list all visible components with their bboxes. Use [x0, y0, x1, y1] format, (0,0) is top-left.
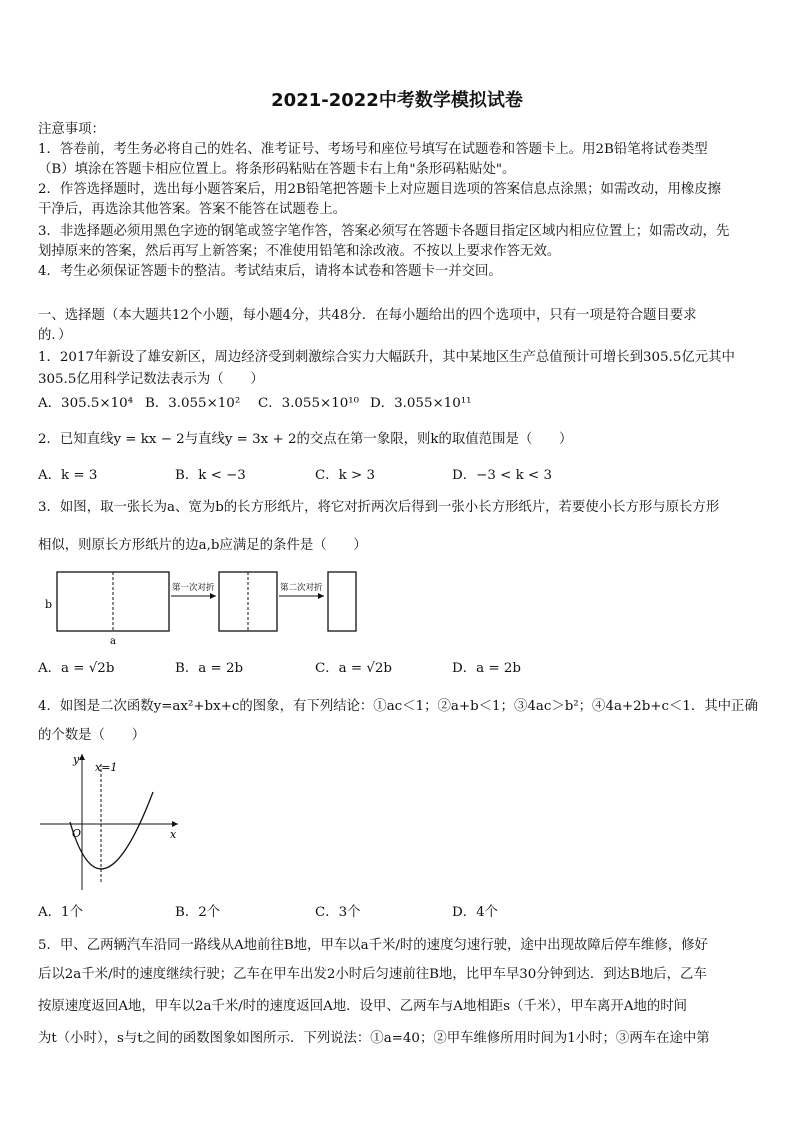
q3-option-b: B．a = 2b [175, 661, 244, 676]
q3-quarter-rect [328, 572, 356, 631]
q4-option-c: C．3个 [315, 905, 361, 920]
q1-stem: 1．2017年新设了雄安新区，周边经济受到刺激综合实力大幅跃升，其中某地区生产总值预计可增长到305.5亿元其中 [38, 350, 735, 365]
q3-stem-cont: 相似，则原长方形纸片的边a,b应满足的条件是（ ） [38, 538, 367, 553]
q1-option-d: D．3.055×10¹¹ [370, 396, 472, 411]
q3-fold2-label: 第二次对折 [280, 583, 323, 593]
q4-stem: 4．如图是二次函数y=ax²+bx+c的图象，有下列结论：①ac＜1；②a+b＜1；③4ac＞b²；④4a+2b+c＜1．其中正确 [38, 699, 758, 714]
q4-stem-cont: 的个数是（ ） [38, 728, 146, 743]
q4-option-d: D．4个 [452, 905, 499, 920]
q3-fold-figure [40, 566, 370, 650]
q3-option-c: C．a = √2b [315, 661, 392, 676]
q2-stem: 2．已知直线y = kx − 2与直线y = 3x + 2的交点在第一象限，则k的取值范围是（ ） [38, 432, 573, 447]
arrow-up-icon [79, 754, 85, 760]
q5-stem-cont: 为t（小时），s与t之间的函数图象如图所示．下列说法：①a=40；②甲车维修所用时间为1小时；③两车在途中第 [38, 1031, 710, 1046]
notice-line: 干净后，再选涂其他答案。答案不能答在试题卷上。 [38, 202, 346, 217]
q4-option-a: A．1个 [38, 905, 83, 920]
q2-option-b: B．k < −3 [175, 468, 246, 483]
q1-option-b: B．3.055×10² [145, 396, 241, 411]
page-title: 2021-2022中考数学模拟试卷 [271, 90, 523, 111]
q4-axis-label: x=1 [95, 761, 118, 774]
q4-x-label: x [170, 828, 177, 841]
arrow-right-icon [172, 821, 178, 827]
section-heading: 一、选择题（本大题共12个小题，每小题4分，共48分．在每小题给出的四个选项中，只有一项是符合题目要求 [38, 308, 697, 323]
q5-stem-cont: 按原速度返回A地，甲车以2a千米/时的速度返回A地．设甲、乙两车与A地相距s（千米），甲车离开A地的时间 [38, 999, 688, 1014]
q1-stem-cont: 305.5亿用科学记数法表示为（ ） [38, 372, 264, 387]
q5-stem: 5．甲、乙两辆汽车沿同一路线从A地前往B地，甲车以a千米/时的速度匀速行驶，途中出现故障后停车维修，修好 [38, 938, 708, 953]
q3-option-d: D．a = 2b [452, 661, 521, 676]
q3-label-b: b [45, 598, 53, 611]
q3-label-a: a [110, 636, 116, 647]
q1-option-c: C．3.055×10¹⁰ [258, 396, 359, 411]
notice-line: 划掉原来的答案，然后再写上新答案；不准使用铅笔和涂改液。不按以上要求作答无效。 [38, 244, 561, 259]
q3-fold1-label: 第一次对折 [172, 583, 215, 593]
q4-y-label: y [73, 753, 80, 766]
notice-heading: 注意事项： [38, 122, 105, 137]
arrow-right-icon [318, 593, 324, 599]
arrow-right-icon [210, 593, 216, 599]
notice-line: 2．作答选择题时，选出每小题答案后，用2B铅笔把答题卡上对应题目选项的答案信息点涂黑；如需改动，用橡皮擦 [38, 182, 722, 197]
q4-origin-label: O [72, 827, 82, 840]
notice-line: 1．答卷前，考生务必将自己的姓名、准考证号、考场号和座位号填写在试题卷和答题卡上。用2B铅笔将试卷类型 [38, 142, 708, 157]
q5-stem-cont: 后以2a千米/时的速度继续行驶；乙车在甲车出发2小时后匀速前往B地，比甲车早30分钟到达．到达B地后，乙车 [38, 967, 707, 982]
notice-line: 4．考生必须保证答题卡的整洁。考试结束后，请将本试卷和答题卡一并交回。 [38, 264, 502, 279]
q2-option-d: D．−3 < k < 3 [452, 468, 552, 483]
q4-option-b: B．2个 [175, 905, 221, 920]
q3-option-a: A．a = √2b [38, 661, 115, 676]
q2-option-c: C．k > 3 [315, 468, 376, 483]
notice-line: （B）填涂在答题卡相应位置上。将条形码粘贴在答题卡右上角"条形码粘贴处"。 [38, 162, 516, 177]
q3-stem: 3．如图，取一张长为a、宽为b的长方形纸片，将它对折两次后得到一张小长方形纸片，若要使小长方形与原长方形 [38, 500, 720, 515]
q2-option-a: A．k = 3 [38, 468, 98, 483]
section-heading-cont: 的．） [38, 328, 72, 343]
q4-parabola-figure [36, 748, 186, 898]
q1-option-a: A．305.5×10⁴ [38, 396, 134, 411]
notice-line: 3．非选择题必须用黑色字迹的钢笔或签字笔作答，答案必须写在答题卡各题目指定区域内相应位置上；如需改动，先 [38, 224, 730, 239]
